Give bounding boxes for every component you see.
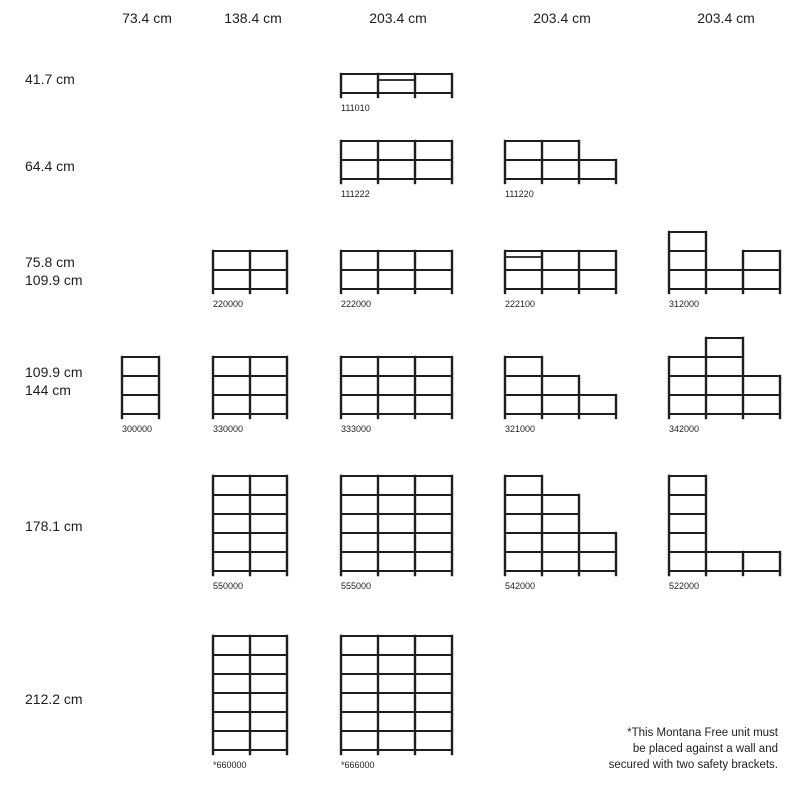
shelf-unit — [505, 476, 616, 591]
shelf-unit — [213, 357, 287, 434]
safety-note-line: *This Montana Free unit must — [627, 727, 778, 739]
unit-code: 111010 — [341, 103, 370, 113]
shelf-unit — [669, 476, 780, 591]
row-height-value: 109.9 cm — [25, 272, 83, 288]
unit-code: *660000 — [213, 760, 247, 770]
shelf-unit — [505, 251, 616, 309]
row-height-value: 109.9 cm — [25, 364, 83, 380]
shelf-unit — [341, 251, 452, 309]
shelf-unit — [213, 476, 287, 591]
shelf-unit — [341, 636, 452, 770]
unit-code: 111220 — [505, 189, 534, 199]
row-height-value: 75.8 cm — [25, 254, 75, 270]
unit-code: 342000 — [669, 424, 700, 434]
shelf-unit — [341, 357, 452, 434]
row-height-value: 212.2 cm — [25, 691, 83, 707]
safety-note — [609, 725, 778, 773]
unit-code: 333000 — [341, 424, 372, 434]
row-height-value: 144 cm — [25, 382, 71, 398]
row-height-value: 41.7 cm — [25, 71, 75, 87]
shelf-unit — [341, 476, 452, 591]
column-width-label: 203.4 cm — [533, 10, 591, 26]
unit-code: 312000 — [669, 299, 700, 309]
row-height-value: 178.1 cm — [25, 518, 83, 534]
unit-code: *666000 — [341, 760, 375, 770]
unit-code: 550000 — [213, 581, 244, 591]
unit-code: 542000 — [505, 581, 536, 591]
shelf-unit — [669, 338, 780, 434]
column-width-label: 138.4 cm — [224, 10, 282, 26]
row-height-value: 64.4 cm — [25, 158, 75, 174]
unit-code: 300000 — [122, 424, 153, 434]
unit-code: 330000 — [213, 424, 244, 434]
shelf-unit — [341, 141, 452, 199]
shelf-unit — [341, 74, 452, 113]
column-width-label: 73.4 cm — [122, 10, 172, 26]
shelf-unit — [122, 357, 159, 434]
unit-code: 321000 — [505, 424, 536, 434]
column-width-label: 203.4 cm — [697, 10, 755, 26]
unit-code: 220000 — [213, 299, 244, 309]
unit-code: 222000 — [341, 299, 372, 309]
unit-code: 222100 — [505, 299, 536, 309]
unit-code: 111222 — [341, 189, 370, 199]
shelf-unit — [213, 636, 287, 770]
safety-note-line: be placed against a wall and — [632, 743, 778, 755]
column-width-label: 203.4 cm — [369, 10, 427, 26]
shelf-unit — [505, 357, 616, 434]
shelf-unit — [505, 141, 616, 199]
unit-code: 555000 — [341, 581, 372, 591]
shelf-unit — [213, 251, 287, 309]
shelf-unit — [669, 232, 780, 309]
unit-code: 522000 — [669, 581, 700, 591]
safety-note-line: secured with two safety brackets. — [608, 759, 778, 771]
